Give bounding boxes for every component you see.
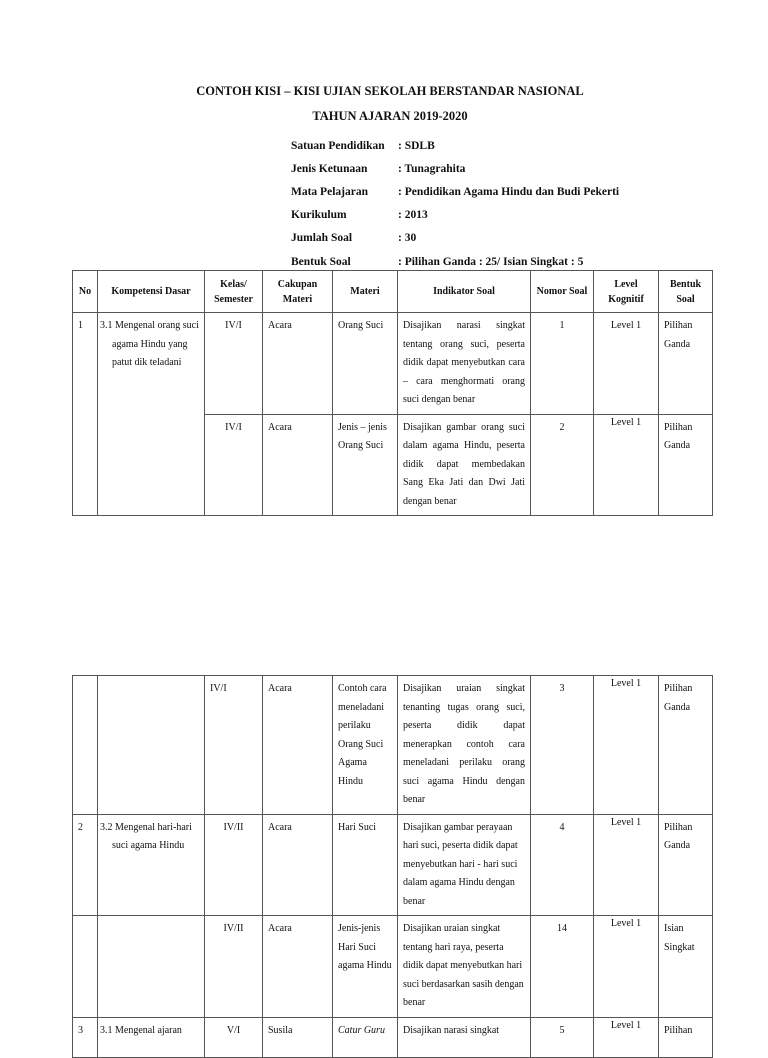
cell-level: Level 1 bbox=[594, 676, 659, 815]
academic-year: TAHUN AJARAN 2019-2020 bbox=[312, 109, 468, 123]
cell-bentuk: Pilihan Ganda bbox=[659, 313, 713, 415]
cell-level: Level 1 bbox=[594, 916, 659, 1018]
table-row bbox=[73, 676, 713, 815]
info-label: Satuan Pendidikan bbox=[291, 139, 385, 152]
info-label: Mata Pelajaran bbox=[291, 185, 368, 198]
header-no: No bbox=[73, 271, 98, 313]
info-label: Jumlah Soal bbox=[291, 232, 353, 245]
header-indikator-soal: Indikator Soal bbox=[398, 271, 531, 313]
cell-bentuk: Pilihan Ganda bbox=[659, 414, 713, 516]
info-row bbox=[291, 227, 619, 250]
table-header-row bbox=[73, 271, 713, 313]
cell-indikator: Disajikan gambar orang suci dalam agama Hindu, peserta didik dapat membedakan Sang Eka Jati dan Dwi Jati dengan benar bbox=[398, 414, 531, 516]
cell-kelas: IV/I bbox=[205, 313, 263, 415]
cell-indikator: Disajikan gambar perayaan hari suci, peserta didik dapat menyebutkan hari - hari suci dalam agama Hindu dengan benar bbox=[398, 814, 531, 916]
cell-cakupan: Susila bbox=[263, 1017, 333, 1057]
cell-kompetensi-dasar bbox=[98, 676, 205, 815]
cell-indikator: Disajikan narasi singkat bbox=[398, 1017, 531, 1057]
cell-kelas: IV/II bbox=[205, 814, 263, 916]
info-block bbox=[291, 134, 619, 273]
info-label: Bentuk Soal bbox=[291, 255, 351, 268]
cell-cakupan: Acara bbox=[263, 414, 333, 516]
cell-level: Level 1 bbox=[594, 414, 659, 516]
header-bentuk-soal: Bentuk Soal bbox=[659, 271, 713, 313]
cell-nomor: 2 bbox=[531, 414, 594, 516]
cell-no: 1 bbox=[73, 313, 98, 516]
cell-bentuk: Isian Singkat bbox=[659, 916, 713, 1018]
kisi-table-page-1 bbox=[72, 270, 713, 516]
info-label: Jenis Ketunaan bbox=[291, 162, 368, 175]
document-title: CONTOH KISI – KISI UJIAN SEKOLAH BERSTANDAR NASIONAL bbox=[196, 84, 584, 98]
cell-no bbox=[73, 916, 98, 1018]
cell-kompetensi-dasar: 3.1 Mengenal orang suci agama Hindu yang patut dik teladani bbox=[98, 313, 205, 516]
cell-cakupan: Acara bbox=[263, 313, 333, 415]
cell-indikator: Disajikan uraian singkat tenanting tugas orang suci, peserta didik dapat menerapkan contoh cara meneladani perilaku orang suci agama Hindu dengan benar bbox=[398, 676, 531, 815]
info-row bbox=[291, 157, 619, 180]
header-cakupan-materi: Cakupan Materi bbox=[263, 271, 333, 313]
cell-kelas: IV/II bbox=[205, 916, 263, 1018]
cell-kompetensi-dasar: 3.2 Mengenal hari-hari suci agama Hindu bbox=[98, 814, 205, 916]
info-value: : Pendidikan Agama Hindu dan Budi Pekerti bbox=[398, 185, 620, 198]
header-level-kognitif: Level Kognitif bbox=[594, 271, 659, 313]
info-row bbox=[291, 204, 619, 227]
cell-materi: Jenis-jenis Hari Suci agama Hindu bbox=[333, 916, 398, 1018]
cell-nomor: 3 bbox=[531, 676, 594, 815]
info-value: : 2013 bbox=[398, 209, 428, 222]
cell-nomor: 14 bbox=[531, 916, 594, 1018]
info-value: : Pilihan Ganda : 25/ Isian Singkat : 5 bbox=[398, 255, 584, 268]
cell-materi: Contoh cara meneladani perilaku Orang Suci Agama Hindu bbox=[333, 676, 398, 815]
cell-nomor: 1 bbox=[531, 313, 594, 415]
cell-indikator: Disajikan narasi singkat tentang orang suci, peserta didik dapat menyebutkan cara – cara menghormati orang suci dengan benar bbox=[398, 313, 531, 415]
info-label: Kurikulum bbox=[291, 209, 347, 222]
cell-no bbox=[73, 676, 98, 815]
kisi-table-page-2 bbox=[72, 675, 713, 1058]
info-value: : Tunagrahita bbox=[398, 162, 466, 175]
cell-level: Level 1 bbox=[594, 313, 659, 415]
info-value: : SDLB bbox=[398, 139, 435, 152]
cell-level: Level 1 bbox=[594, 1017, 659, 1057]
table-row bbox=[73, 313, 713, 415]
table-row bbox=[73, 916, 713, 1018]
cell-materi: Catur Guru bbox=[333, 1017, 398, 1057]
table-row bbox=[73, 1017, 713, 1057]
header-kompetensi-dasar: Kompetensi Dasar bbox=[98, 271, 205, 313]
info-value: : 30 bbox=[398, 232, 417, 245]
info-row bbox=[291, 180, 619, 203]
table-row bbox=[73, 814, 713, 916]
cell-materi: Hari Suci bbox=[333, 814, 398, 916]
header-materi: Materi bbox=[333, 271, 398, 313]
cell-kompetensi-dasar bbox=[98, 916, 205, 1018]
cell-kelas: IV/I bbox=[205, 676, 263, 815]
cell-nomor: 4 bbox=[531, 814, 594, 916]
cell-kelas: V/I bbox=[205, 1017, 263, 1057]
cell-bentuk: Pilihan Ganda bbox=[659, 814, 713, 916]
cell-no: 3 bbox=[73, 1017, 98, 1057]
cell-indikator: Disajikan uraian singkat tentang hari raya, peserta didik dapat menyebutkan hari suci berdasarkan sasih dengan benar bbox=[398, 916, 531, 1018]
cell-level: Level 1 bbox=[594, 814, 659, 916]
header-nomor-soal: Nomor Soal bbox=[531, 271, 594, 313]
cell-materi: Jenis – jenis Orang Suci bbox=[333, 414, 398, 516]
cell-no: 2 bbox=[73, 814, 98, 916]
cell-kompetensi-dasar: 3.1 Mengenal ajaran bbox=[98, 1017, 205, 1057]
cell-bentuk: Pilihan bbox=[659, 1017, 713, 1057]
cell-materi: Orang Suci bbox=[333, 313, 398, 415]
cell-cakupan: Acara bbox=[263, 814, 333, 916]
cell-nomor: 5 bbox=[531, 1017, 594, 1057]
cell-kelas: IV/I bbox=[205, 414, 263, 516]
info-row bbox=[291, 134, 619, 157]
cell-cakupan: Acara bbox=[263, 916, 333, 1018]
cell-cakupan: Acara bbox=[263, 676, 333, 815]
header-kelas-semester: Kelas/ Semester bbox=[205, 271, 263, 313]
cell-bentuk: Pilihan Ganda bbox=[659, 676, 713, 815]
